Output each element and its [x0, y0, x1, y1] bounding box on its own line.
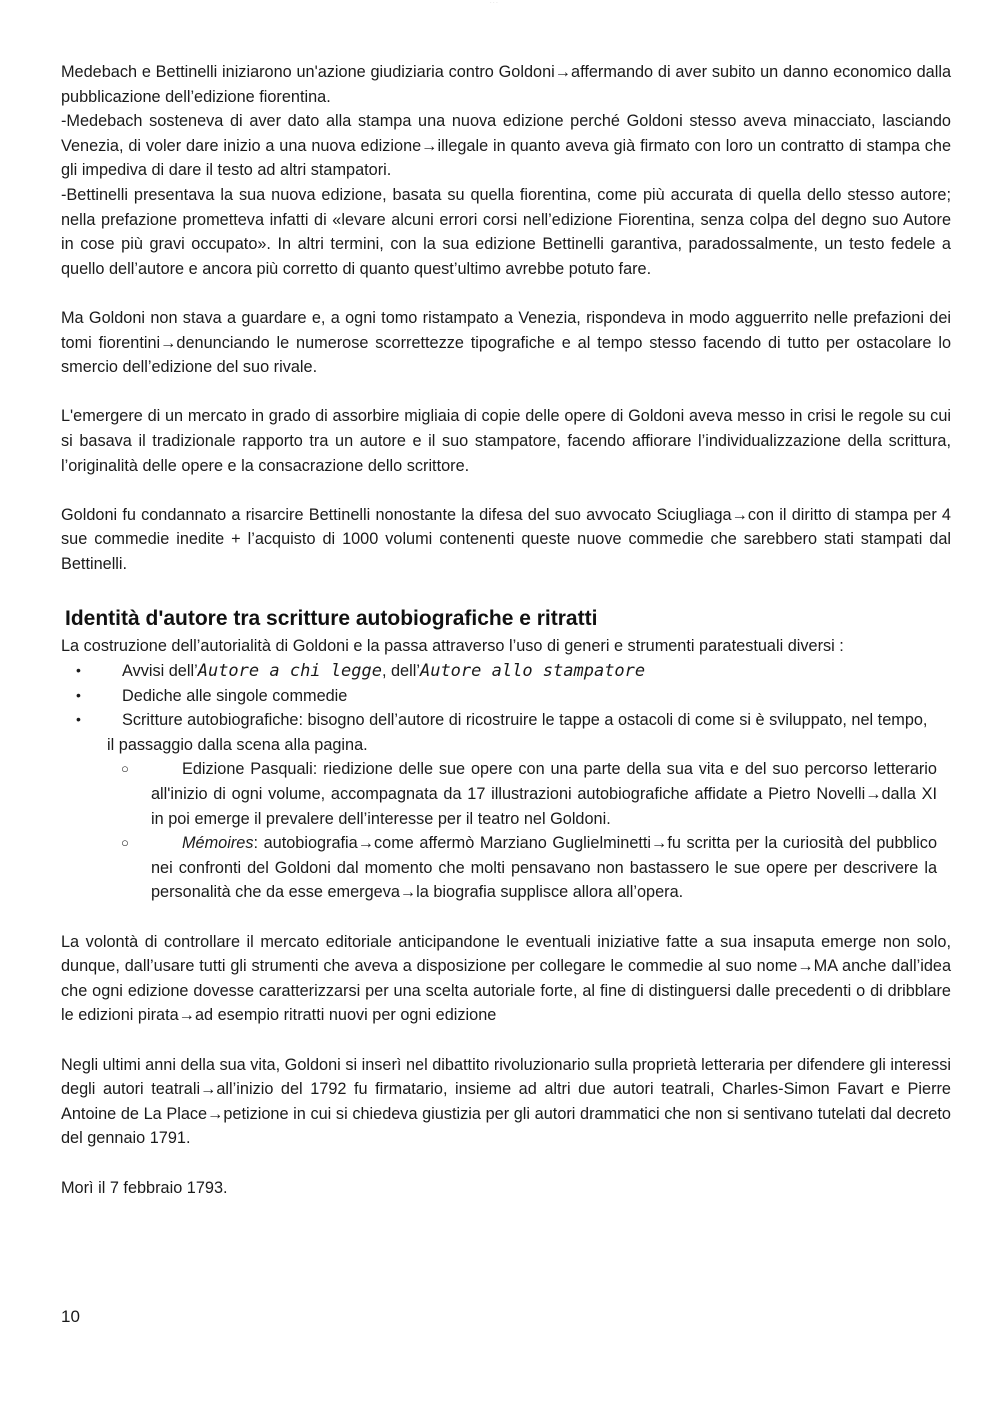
circle-bullet-icon: ○ [121, 835, 129, 851]
italic-title-2: Autore allo stampatore [419, 661, 646, 682]
page-number: 10 [61, 1307, 80, 1326]
list-item: • Scritture autobiografiche: bisogno dell’autore di ricostruire le tappe a ostacoli di come si è sviluppato, nel tempo, il passaggio dalla scena alla pagina. [61, 708, 931, 757]
italic-title-1: Autore a chi legge [197, 661, 382, 682]
sub-bullet-list [121, 757, 937, 905]
bullet-icon: • [76, 662, 81, 679]
sub-list-item: ○ Edizione Pasquali: riedizione delle sue opere con una parte della sua vita e del suo percorso letterario all'inizio di ogni volume, accompagnata da 17 illustrazioni autobiografiche affidate a Pietro Novelli→dalla XI in poi emerge il prevalere dell’interesse per il teatro nel Goldoni. [151, 757, 937, 831]
header-mark: · · · [490, 0, 498, 6]
paragraph-goldoni-response: Ma Goldoni non stava a guardare e, a ogni tomo ristampato a Venezia, rispondeva in modo agguerrito nelle prefazioni dei tomi fiorentini→denunciando le numerose scorrettezze tipografiche e al tempo stesso facendo di tutto per ostacolare lo smercio dell’edizione del suo rivale. [61, 308, 951, 377]
paragraph-market: L'emergere di un mercato in grado di assorbire migliaia di copie delle opere di Goldoni aveva messo in crisi le regole su cui si basava il tradizionale rapporto tra un autore e il suo stampatore, facendo affiorare l’individualizzazione della scrittura, l’originalità delle opere e la consacrazione dello scrittore. [61, 407, 951, 475]
paragraph-control: La volontà di controllare il mercato editoriale anticipandone le eventuali iniziative fatte a sua insaputa emerge non solo, dunque, dall’usare tutti gli strumenti che aveva a disposizione per collegare le commedie al suo nome→MA anche dall’idea che ogni edizione dovesse caratterizzarsi per una scelta autoriale forte, al fine di distinguersi dalle precedenti o di dribblare le edizioni pirata→ad esempio ritratti nuovi per ogni edizione [61, 932, 951, 1025]
bullet-list [61, 659, 931, 757]
paragraph-lawsuit: Medebach e Bettinelli iniziarono un'azione giudiziaria contro Goldoni→affermando di aver subito un danno economico dalla pubblicazione dell’edizione fiorentina. [61, 63, 951, 106]
paragraph-death: Morì il 7 febbraio 1793. [61, 1178, 228, 1197]
bullet-icon: • [76, 711, 81, 728]
bullet-icon: • [76, 686, 81, 703]
paragraph-medebach: -Medebach sosteneva di aver dato alla stampa una nuova edizione perché Goldoni stesso aveva minacciato, lasciando Venezia, di voler dare inizio a una nuova edizione→illegale in quanto aveva già firmato con loro un contratto di stampa che gli impediva di dare il testo ad altri stampatori. [61, 112, 951, 180]
list-item: • Dediche alle singole commedie [61, 684, 931, 709]
section-intro: La costruzione dell’autorialità di Goldoni e la passa attraverso l’uso di generi e strumenti paratestuali diversi : [61, 637, 844, 656]
document-page [61, 60, 951, 1200]
list-item: • Avvisi dell’Autore a chi legge, dell’Autore allo stampatore [61, 659, 931, 684]
italic-memoires: Mémoires [182, 834, 254, 853]
circle-bullet-icon: ○ [121, 761, 129, 777]
sub-list-item: ○ Mémoires: autobiografia→come affermò Marziano Guglielminetti→fu scritta per la curiosità del pubblico nei confronti del Goldoni dal momento che molti pensavano non bastassero le sue opere per descrivere la personalità che da esse emergeva→la biografia supplisce allora all’opera. [151, 831, 937, 905]
paragraph-bettinelli: -Bettinelli presentava la sua nuova edizione, basata su quella fiorentina, come più accurata di quella dello stesso autore; nella prefazione prometteva infatti di «levare alcuni errori corsi nell’edizione Fiorentina, senza colpa del degno suo Autore in cose più gravi occupato». In altri termini, con la sua edizione Bettinelli garantiva, paradossalmente, un testo fedele a quello dell’autore e ancora più corretto di quanto quest’ultimo avrebbe potuto fare. [61, 185, 951, 278]
section-heading: Identità d'autore tra scritture autobiografiche e ritratti [65, 607, 598, 631]
paragraph-last-years: Negli ultimi anni della sua vita, Goldoni si inserì nel dibattito rivoluzionario sulla proprietà letteraria per difendere gli interessi degli autori teatrali→all’inizio del 1792 fu firmatario, insieme ad altri due autori teatrali, Charles-Simon Favart e Pierre Antoine de La Place→petizione in cui si chiedeva giustizia per gli autori drammatici che non si sentivano tutelati dal decreto del gennaio 1791. [61, 1055, 951, 1148]
paragraph-sentence: Goldoni fu condannato a risarcire Bettinelli nonostante la difesa del suo avvocato Sciugliaga→con il diritto di stampa per 4 sue commedie inedite + l’acquisto di 1000 volumi contenenti queste nuove commedie che sarebbero stati stampati dal Bettinelli. [61, 505, 951, 573]
